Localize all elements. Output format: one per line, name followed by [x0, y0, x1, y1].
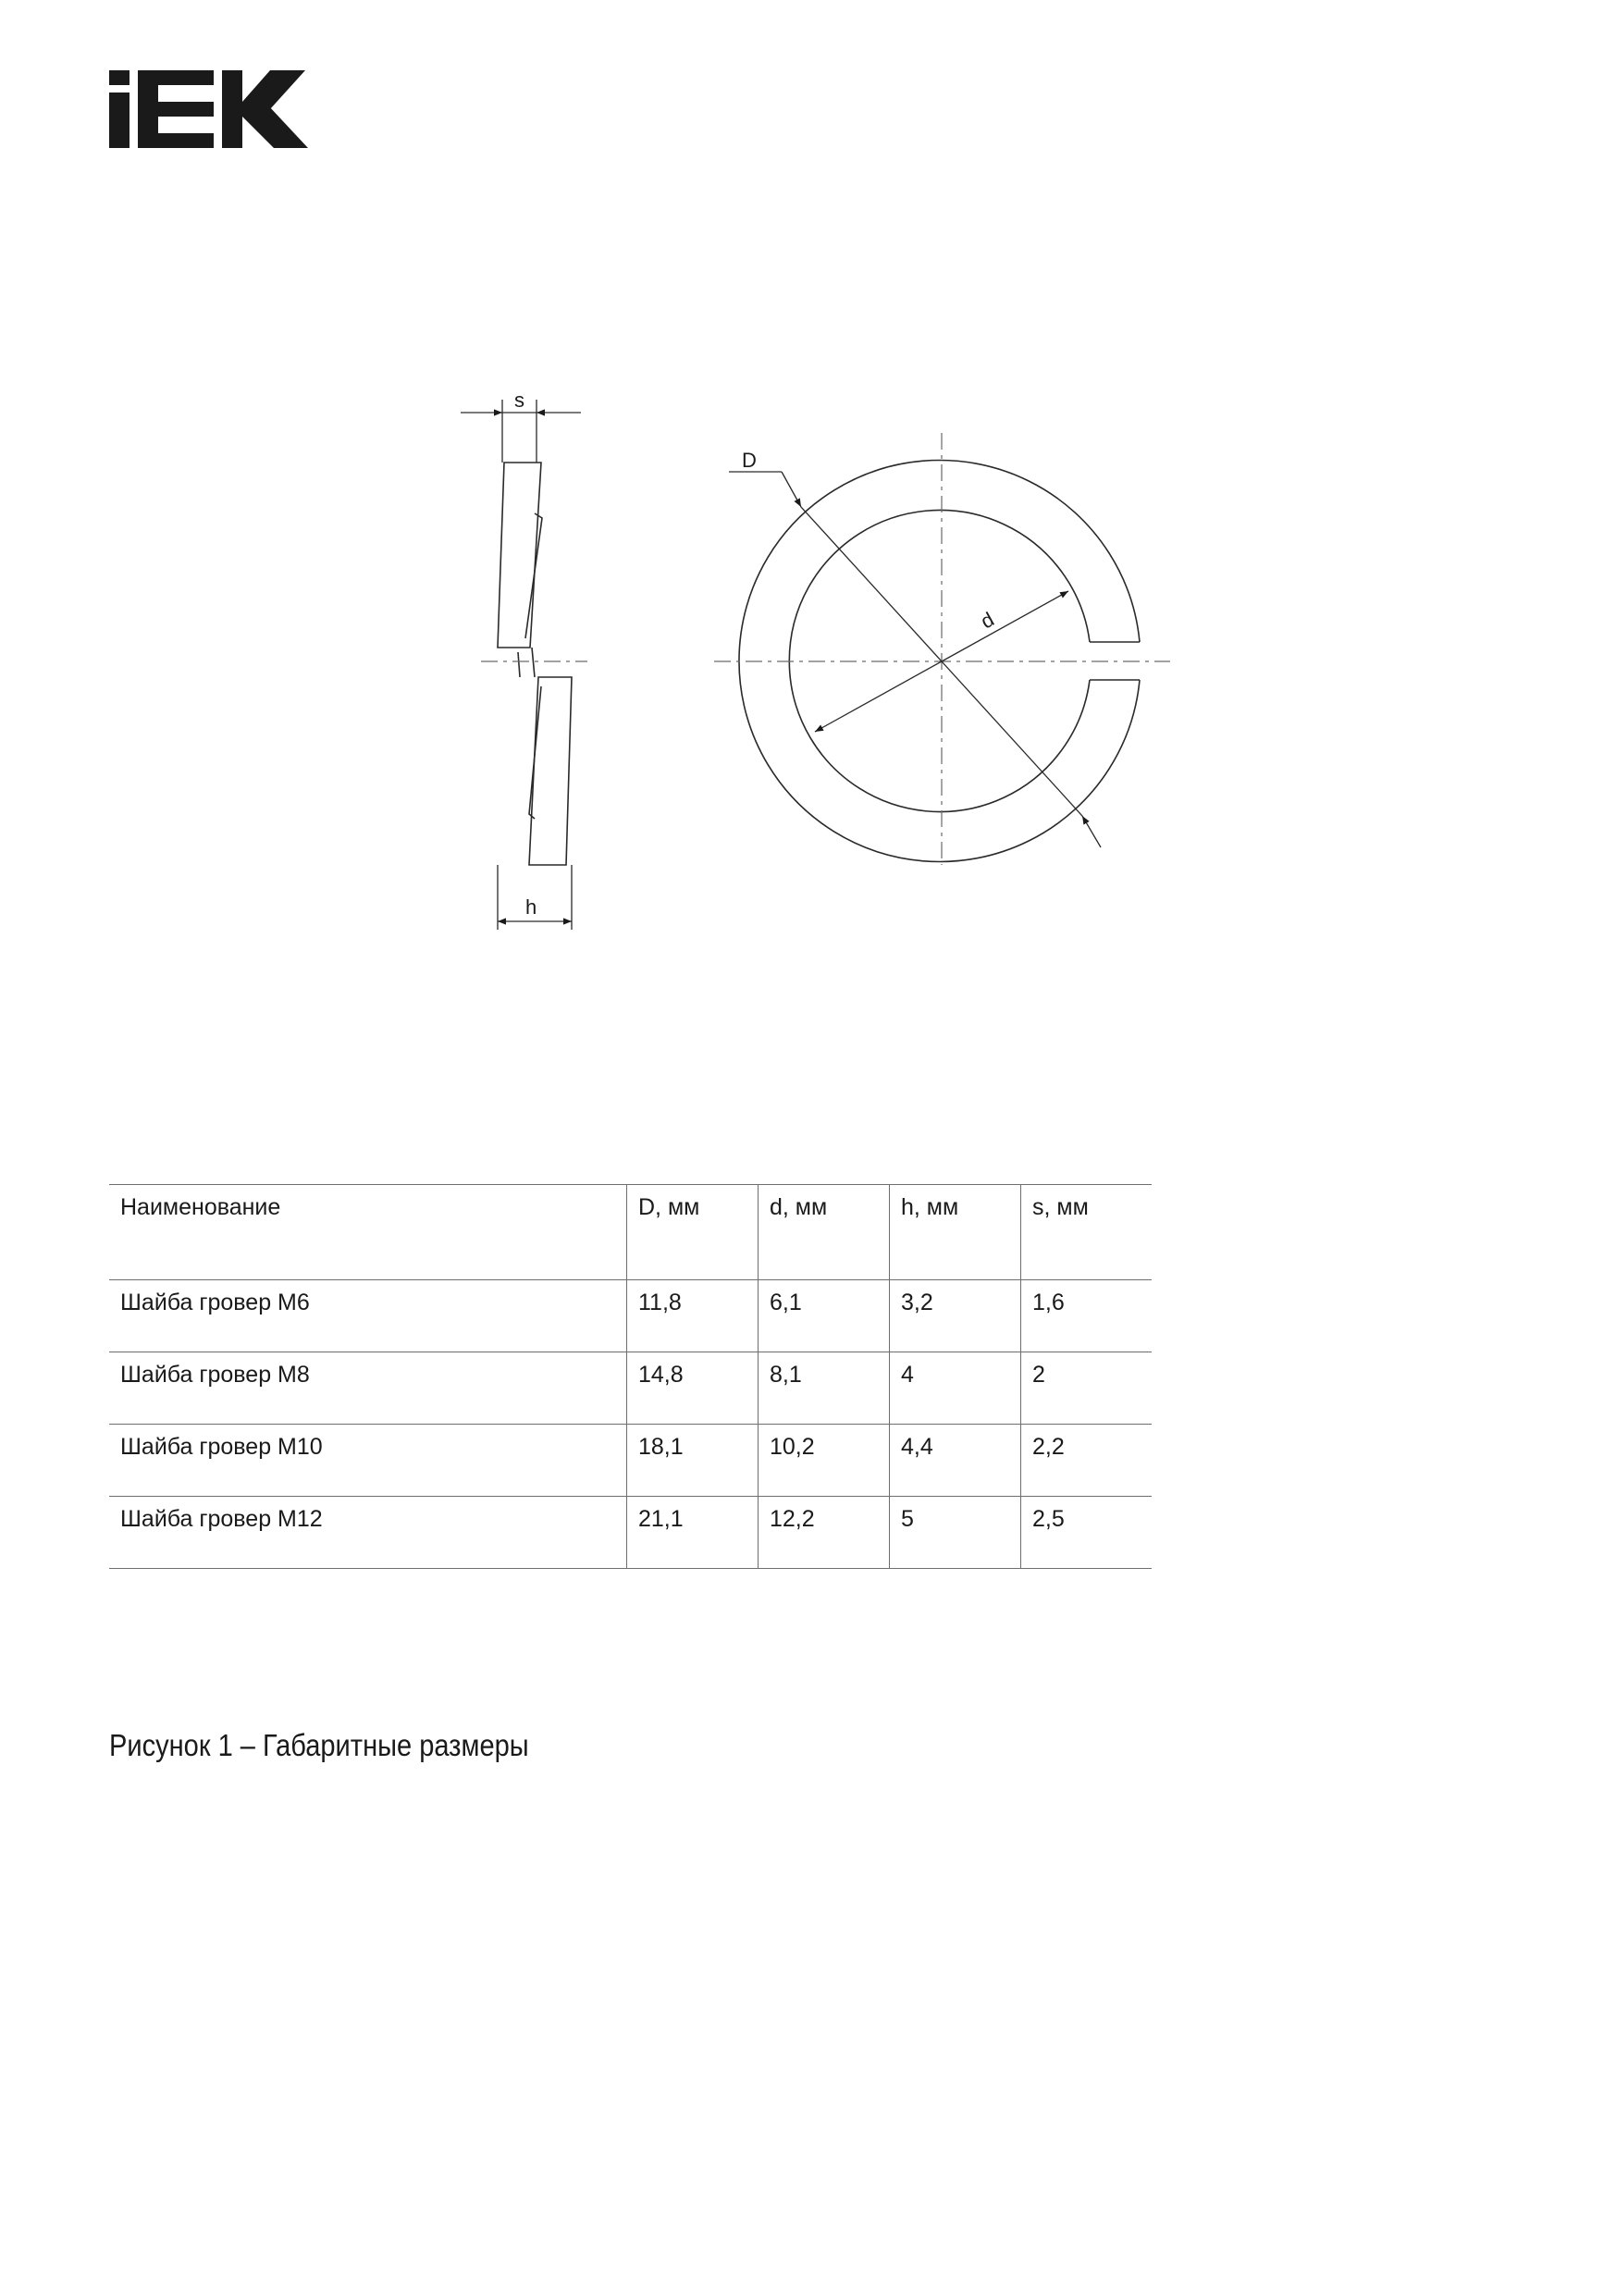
cell-h: 5	[890, 1497, 1021, 1569]
cell-s: 2	[1021, 1352, 1153, 1425]
header-d: d, мм	[759, 1185, 890, 1280]
label-h: h	[525, 895, 537, 919]
table-row	[109, 1352, 1152, 1425]
label-D: D	[742, 449, 757, 472]
dimension-D	[729, 472, 1101, 847]
cell-D: 21,1	[627, 1497, 759, 1569]
table-row	[109, 1425, 1152, 1497]
cell-name: Шайба гровер М8	[109, 1352, 627, 1425]
figure-caption: Рисунок 1 – Габаритные размеры	[109, 1728, 529, 1762]
cell-s: 2,5	[1021, 1497, 1153, 1569]
side-view	[498, 463, 572, 865]
cell-d: 12,2	[759, 1497, 890, 1569]
label-s: s	[514, 389, 524, 412]
header-D: D, мм	[627, 1185, 759, 1280]
header-s: s, мм	[1021, 1185, 1153, 1280]
cell-name: Шайба гровер М12	[109, 1497, 627, 1569]
cell-d: 8,1	[759, 1352, 890, 1425]
cell-d: 6,1	[759, 1280, 890, 1352]
washer-drawing	[0, 0, 1616, 1018]
table-row	[109, 1497, 1152, 1569]
cell-D: 18,1	[627, 1425, 759, 1497]
cell-D: 14,8	[627, 1352, 759, 1425]
cell-name: Шайба гровер М6	[109, 1280, 627, 1352]
cell-h: 4,4	[890, 1425, 1021, 1497]
cell-d: 10,2	[759, 1425, 890, 1497]
cell-s: 2,2	[1021, 1425, 1153, 1497]
cell-h: 3,2	[890, 1280, 1021, 1352]
dimensions-table	[109, 1184, 1152, 1569]
cell-name: Шайба гровер М10	[109, 1425, 627, 1497]
table-row	[109, 1280, 1152, 1352]
header-h: h, мм	[890, 1185, 1021, 1280]
cell-s: 1,6	[1021, 1280, 1153, 1352]
header-name: Наименование	[109, 1185, 627, 1280]
label-d: d	[976, 607, 998, 634]
cell-h: 4	[890, 1352, 1021, 1425]
table-header-row	[109, 1185, 1152, 1280]
front-view-centerlines	[714, 433, 1170, 865]
cell-D: 11,8	[627, 1280, 759, 1352]
